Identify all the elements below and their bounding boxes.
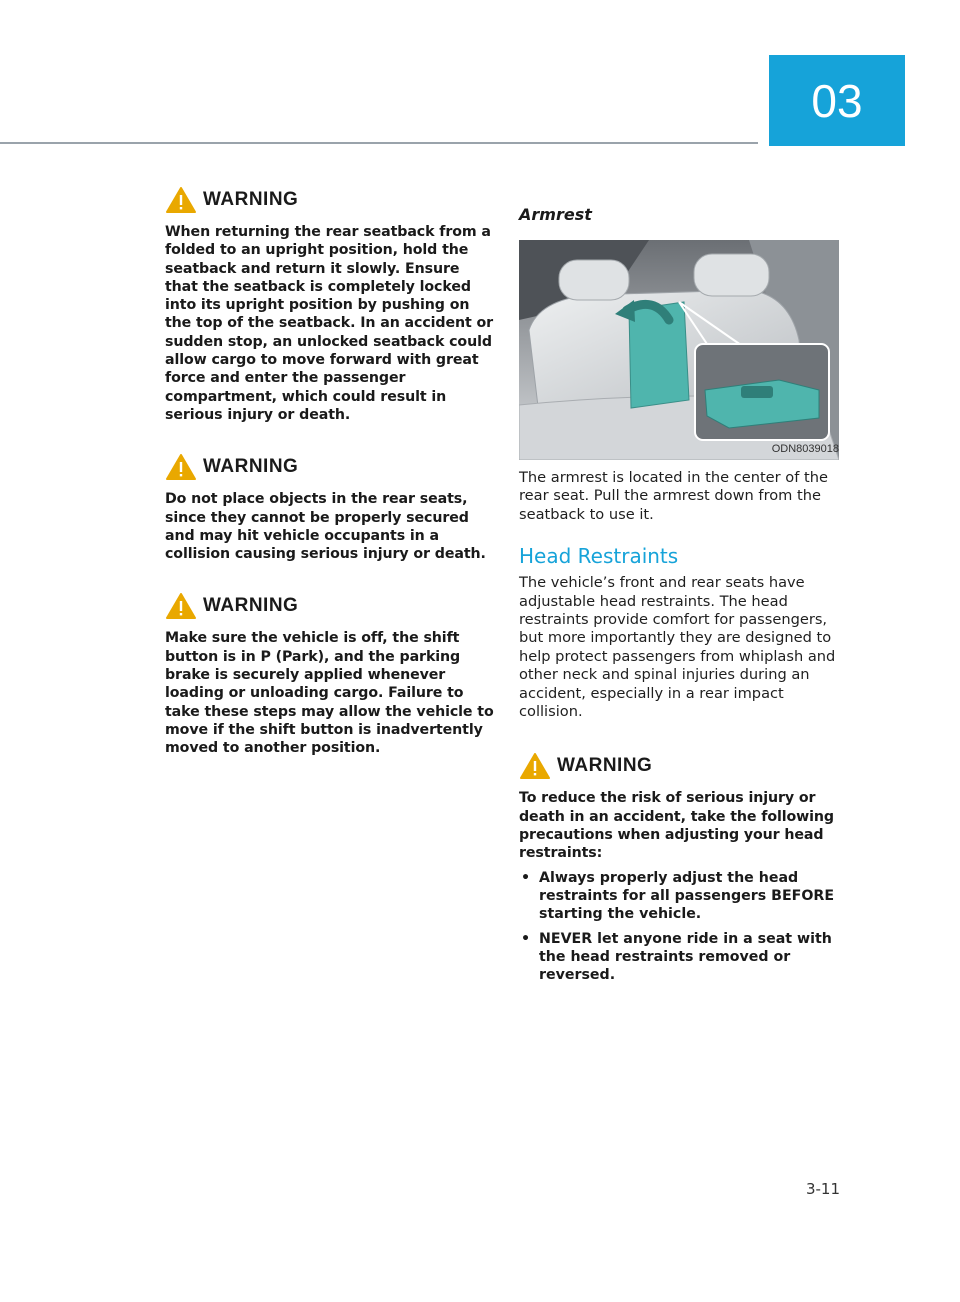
head-restraints-heading: Head Restraints <box>519 544 679 569</box>
armrest-heading: Armrest <box>519 205 592 224</box>
warning-triangle-icon <box>519 752 551 780</box>
warning-block-2 <box>165 450 495 563</box>
warning-bullets <box>519 869 841 985</box>
warning-title: WARNING <box>203 456 299 478</box>
warning-triangle-icon <box>165 592 197 620</box>
figure-code: ODN8039018 <box>771 443 839 455</box>
header-rule <box>0 142 758 144</box>
left-column <box>165 183 495 784</box>
warning-title: WARNING <box>203 189 299 210</box>
list-item: • Always properly adjust the head restraints for all passengers BEFORE starting the vehicle. <box>521 869 835 923</box>
armrest-illustration <box>519 240 839 460</box>
list-item: • NEVER let anyone ride in a seat with the head restraints removed or reversed. <box>521 930 832 984</box>
warning-block-1 <box>165 183 495 424</box>
warning-block-3 <box>165 589 495 757</box>
chapter-tab: 03 <box>769 55 905 146</box>
warning-body: When returning the rear seatback from a folded to an upright position, hold the seatback and return it slowly. Ensure that the seatback is completely locked into its upright position by pushing on the top of the seatback. In an accident or sudden stop, an unlocked seatback could allow cargo to move forward with great force and enter the passenger compartment, which could result in serious injury or death. <box>165 224 494 423</box>
armrest-text: The armrest is located in the center of the rear seat. Pull the armrest down from the seatback to use it. <box>519 469 828 523</box>
warning-title: WARNING <box>203 595 299 617</box>
right-column <box>519 205 841 1010</box>
warning-title: WARNING <box>557 755 653 777</box>
warning-block-4 <box>519 749 841 984</box>
warning-body: To reduce the risk of serious injury or death in an accident, take the following precautions when adjusting your head restraints: <box>519 790 834 862</box>
warning-triangle-icon <box>165 453 197 481</box>
warning-body: Do not place objects in the rear seats, since they cannot be properly secured and may hit vehicle occupants in a collision causing serious injury or death. <box>165 491 486 563</box>
page-number: 3-11 <box>805 1180 840 1198</box>
warning-triangle-icon <box>165 186 197 214</box>
warning-body: Make sure the vehicle is off, the shift button is in P (Park), and the parking brake is securely applied whenever loading or unloading cargo. Failure to take these steps may allow the vehicle to move if the shift button is inadvertently moved to another position. <box>165 630 494 757</box>
head-restraints-text: The vehicle’s front and rear seats have adjustable head restraints. The head restraints provide comfort for passengers, but more importantly they are designed to help protect passengers from whiplash and other neck and spinal injuries during an accident, especially in a rear impact collision. <box>519 574 836 721</box>
armrest-figure <box>519 240 839 460</box>
